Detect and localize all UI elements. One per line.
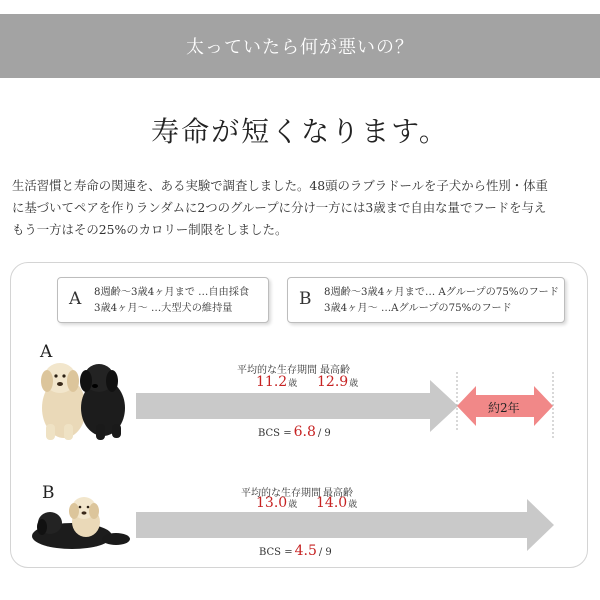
row-a-avg-label: 平均的な生存期間 (237, 365, 317, 376)
row-a-max-label: 最高齢 (320, 365, 350, 376)
row-a-bcs: BCS = 6.8 / 9 (258, 424, 331, 440)
group-a-box (57, 277, 269, 323)
row-b-avg-value: 13.0歳 (256, 495, 298, 511)
group-a-letter: A (69, 289, 82, 309)
row-a-max-value: 12.9歳 (317, 374, 359, 390)
group-b-box (287, 277, 565, 323)
intro-line-2: に基づいてペアを作りランダムに2つのグループに分け一方には3歳まで自由な量でフードを与え (12, 200, 547, 215)
banner-title: 太っていたら何が悪いの？ (186, 37, 414, 58)
row-b-max-value: 14.0歳 (316, 495, 358, 511)
group-b-line-2: 3歳4ヶ月〜 …Aグループの75%のフード (324, 303, 512, 314)
dogs-b-image (32, 497, 130, 549)
row-a-avg-value: 11.2歳 (256, 374, 298, 390)
group-b-letter: B (299, 289, 312, 309)
row-b-max-label: 最高齢 (323, 488, 353, 499)
intro-line-3: もう一方はその25%のカロリー制限をしました。 (12, 222, 288, 237)
group-b-line-1: 8週齢〜3歳4ヶ月まで… Aグループの75%のフード (324, 287, 559, 298)
row-a-letter: A (40, 342, 53, 362)
row-b-letter: B (42, 483, 55, 503)
dogs-a-image (41, 363, 125, 440)
difference-label: 約2年 (488, 401, 520, 415)
headline: 寿命が短くなります。 (151, 115, 449, 148)
group-a-line-2: 3歳4ヶ月〜 …大型犬の維持量 (94, 303, 233, 314)
row-b-avg-label: 平均的な生存期間 (241, 488, 321, 499)
row-b-bcs: BCS = 4.5 / 9 (259, 543, 332, 559)
group-a-line-1: 8週齢〜3歳4ヶ月まで …自由採食 (94, 287, 250, 298)
intro-line-1: 生活習慣と寿命の関連を、ある実験で調査しました。48頭のラブラドールを子犬から性別・体重 (12, 178, 548, 193)
